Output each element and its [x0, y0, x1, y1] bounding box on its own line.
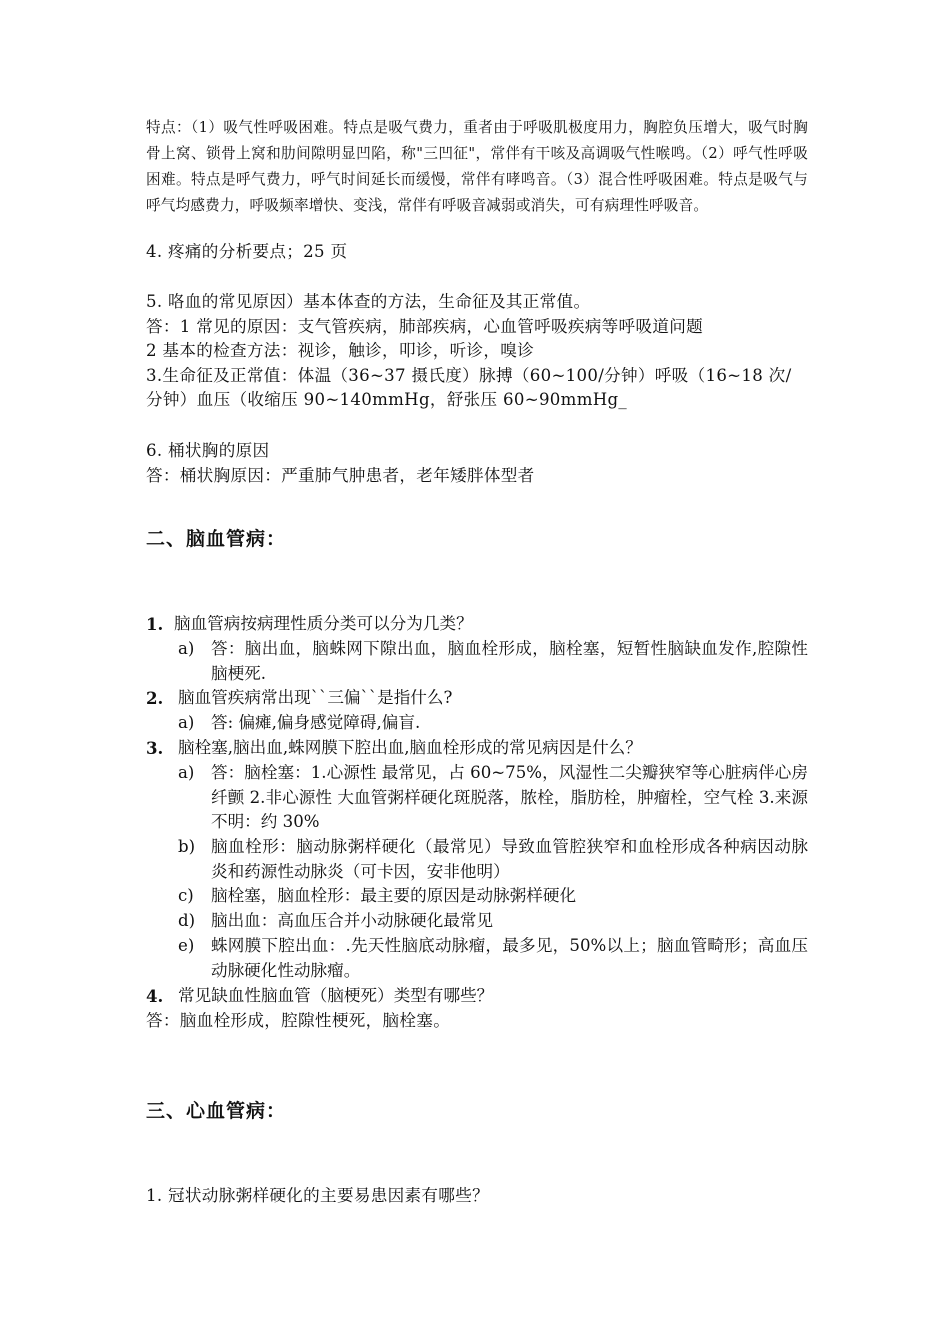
- q3-answer-a-text: 答：脑栓塞：1.心源性 最常见，占 60~75%，风湿性二尖瓣狭窄等心脏病伴心房纤颤 2.非心源性 大血管粥样硬化斑脱落，脓栓，脂肪栓，肿瘤栓，空气栓 3.来源不明：约 30%: [211, 763, 808, 831]
- dyspnea-features-paragraph: [146, 115, 808, 219]
- item5-title: 5. 咯血的常见原因）基本体查的方法，生命征及其正常值。: [146, 292, 591, 311]
- q3-answer-e-label: e): [178, 936, 195, 955]
- q1-answer-text: 答：脑出血，脑蛛网下隙出血，脑血栓形成，脑栓塞，短暂性脑缺血发作,腔隙性脑梗死.: [211, 639, 808, 683]
- q3-answer-d-label: d): [178, 911, 196, 930]
- q4-text: 常见缺血性脑血管（脑梗死）类型有哪些？: [178, 986, 494, 1005]
- item4-text: 4. 疼痛的分析要点；25 页: [146, 242, 348, 261]
- q2-number: 2.: [146, 688, 164, 708]
- item-4: [146, 240, 808, 265]
- q2-answer-text: 答: 偏瘫,偏身感觉障碍,偏盲.: [211, 713, 421, 732]
- section3-heading: 三、心血管病：: [146, 1100, 287, 1122]
- q3-answer-b-text: 脑血栓形：脑动脉粥样硬化（最常见）导致血管腔狭窄和血栓形成各种病因动脉炎和药源性动脉炎（可卡因，安非他明）: [211, 837, 808, 881]
- q3-number: 3.: [146, 738, 164, 758]
- section2-q4-answer: [146, 1009, 808, 1034]
- q1-text: 脑血管病按病理性质分类可以分为几类？: [174, 614, 473, 633]
- q3-answer-c-text: 脑栓塞，脑血栓形：最主要的原因是动脉粥样硬化: [211, 886, 577, 905]
- q3-answer-e-text: 蛛网膜下腔出血：.先天性脑底动脉瘤，最多见，50%以上；脑血管畸形；高血压动脉硬化性动脉瘤。: [211, 936, 808, 980]
- q4-number: 4.: [146, 986, 164, 1006]
- q3-answer-c-label: c): [178, 886, 194, 905]
- section2-heading: 二、脑血管病：: [146, 528, 287, 550]
- q2-answer-label: a): [178, 713, 195, 732]
- item-6: [146, 439, 808, 488]
- item5-answer-line2: 2 基本的检查方法：视诊，触诊，叩诊，听诊，嗅诊: [146, 341, 535, 360]
- section3-q1-text: 1. 冠状动脉粥样硬化的主要易患因素有哪些？: [146, 1186, 489, 1205]
- item5-answer-line1: 答：1 常见的原因：支气管疾病，肺部疾病，心血管呼吸疾病等呼吸道问题: [146, 316, 704, 336]
- item-5: [146, 290, 808, 413]
- q3-answer-d-text: 脑出血：高血压合并小动脉硬化最常见: [211, 911, 494, 930]
- q3-text: 脑栓塞,脑出血,蛛网膜下腔出血,脑血栓形成的常见病因是什么？: [178, 738, 642, 757]
- q1-number: 1.: [146, 614, 164, 634]
- q3-answer-a-label: a): [178, 763, 195, 782]
- q3-answer-b-label: b): [178, 837, 196, 856]
- q1-answer-label: a): [178, 639, 195, 658]
- intro-text: 特点：（1）吸气性呼吸困难。特点是吸气费力，重者由于呼吸肌极度用力，胸腔负压增大，吸气时胸骨上窝、锁骨上窝和肋间隙明显凹陷，称"三凹征"，常伴有干咳及高调吸气性喉鸣。（2）呼气性呼吸困难。特点是呼气费力，呼气时间延长而缓慢，常伴有哮鸣音。（3）混合性呼吸困难。特点是吸气与呼气均感费力，呼吸频率增快、变浅，常伴有呼吸音减弱或消失，可有病理性呼吸音。: [146, 119, 808, 214]
- item6-title: 6. 桶状胸的原因: [146, 441, 270, 460]
- item6-answer: 答：桶状胸原因：严重肺气肿患者，老年矮胖体型者: [146, 465, 535, 485]
- item5-answer-line3: 3.生命征及正常值：体温（36~37 摄氏度）脉搏（60~100/分钟）呼吸（16~18 次/分钟）血压（收缩压 90~140mmHg，舒张压 60~90mmHg_: [146, 365, 792, 409]
- q2-text: 脑血管疾病常出现``三偏``是指什么?: [178, 688, 453, 707]
- section3-question-1: [146, 1184, 808, 1209]
- q4-answer-text: 答：脑血栓形成，腔隙性梗死，脑栓塞。: [146, 1011, 451, 1030]
